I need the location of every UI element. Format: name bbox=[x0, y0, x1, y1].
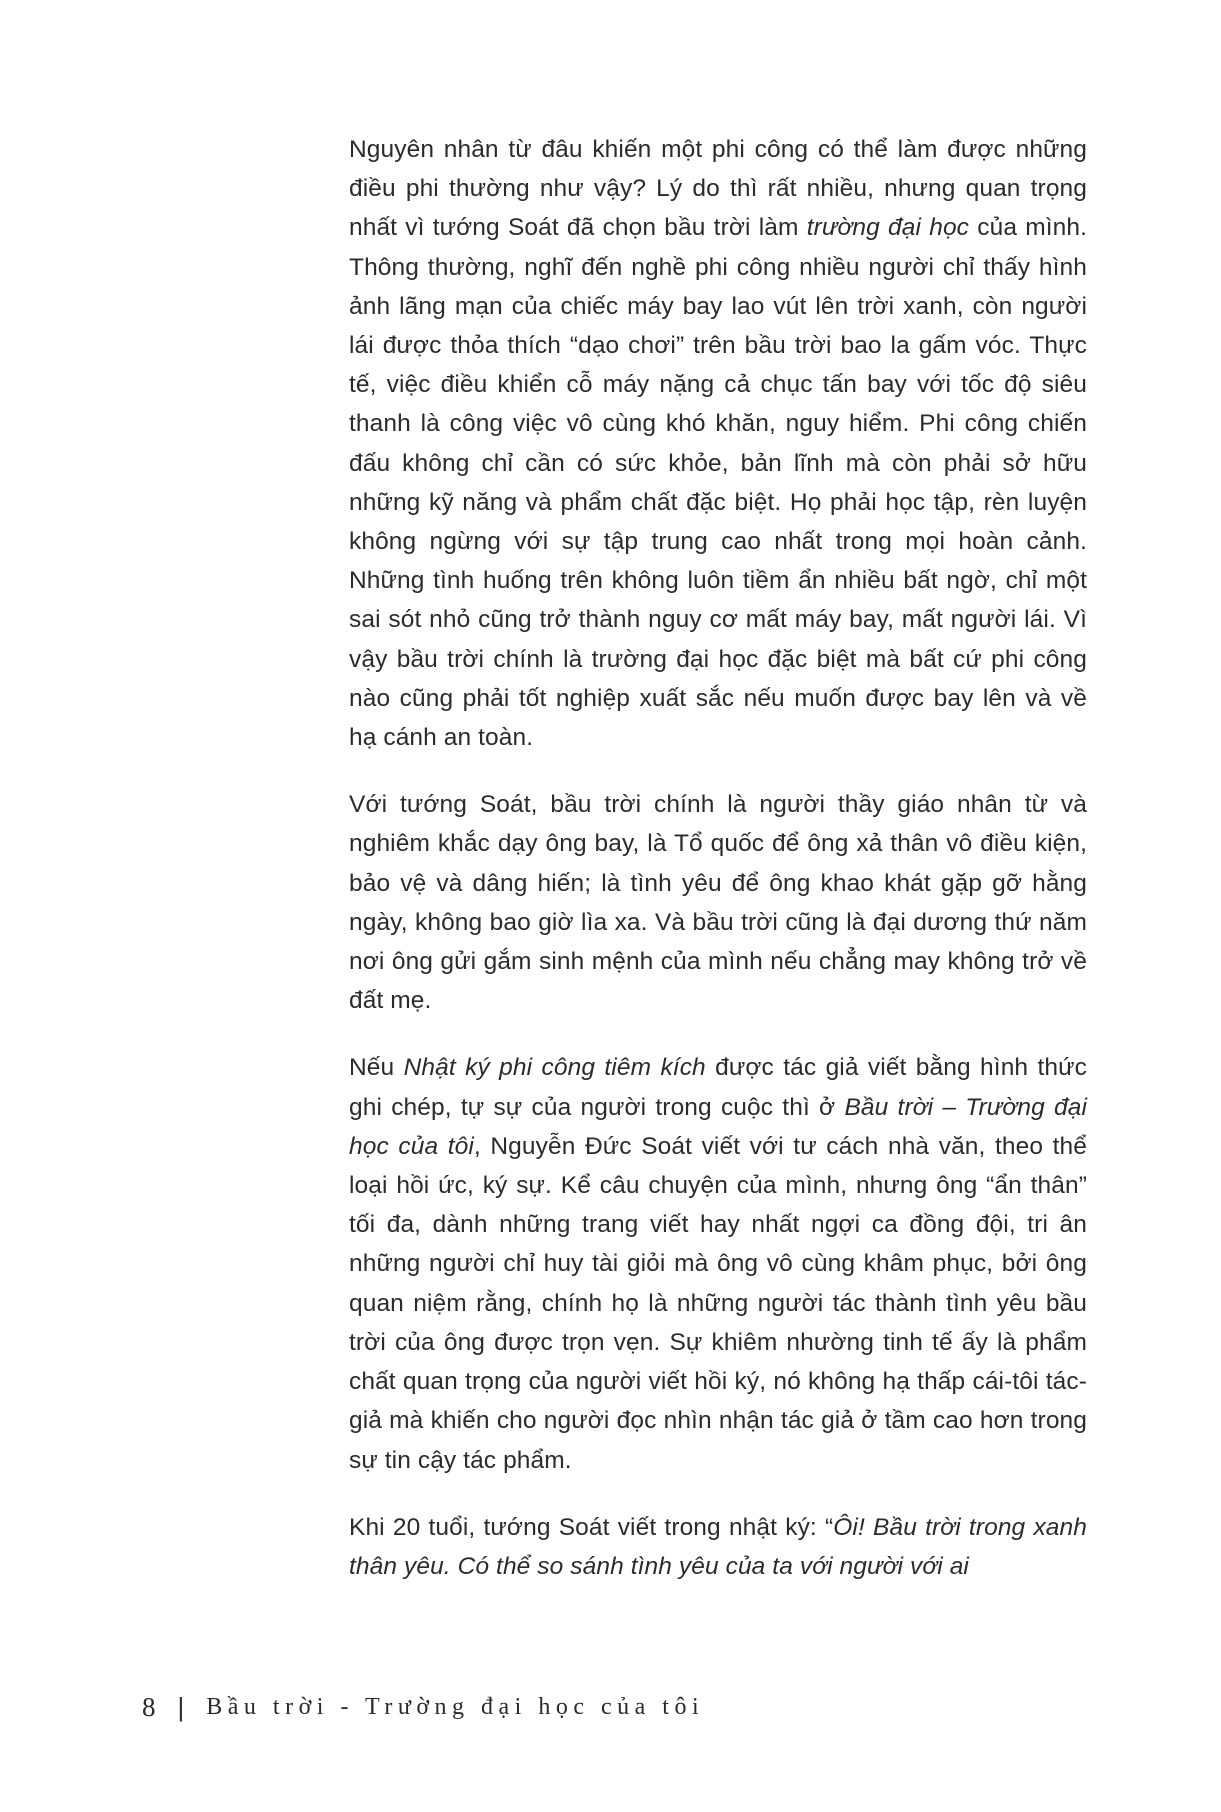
text-run: được tác giả viết bằng hình thức ghi chép, tự sự của người trong cuộc thì ở bbox=[349, 1054, 1087, 1121]
italic-text-run: trường đại học bbox=[806, 214, 970, 242]
italic-book-title: Nhật ký phi công tiêm kích bbox=[403, 1054, 706, 1082]
page-number: 8 bbox=[142, 1691, 156, 1722]
text-run: , Nguyễn Đức Soát viết với tư cách nhà văn, theo thể loại hồi ức, ký sự. Kể câu chuyện của mình, nhưng ông “ẩn thân” tối đa, dành những trang viết hay nhất ngợi ca đồng đội, tri ân những người chỉ huy tài giỏi mà ông vô cùng khâm phục, bởi ông quan niệm rằng, chính họ là những người tác thành tình yêu bầu trời của ông được trọn vẹn. Sự khiêm nhường tinh tế ấy là phẩm chất quan trọng của người viết hồi ký, nó không hạ thấp cái-tôi tác-giả mà khiến cho người đọc nhìn nhận tác giả ở tầm cao hơn trong sự tin cậy tác phẩm. bbox=[349, 1132, 1087, 1474]
text-run: Nguyên nhân từ đâu khiến một phi công có thể làm được những điều phi thường như vậy? Lý do thì rất nhiều, nhưng quan trọng nhất vì tướng Soát đã chọn bầu trời làm bbox=[349, 136, 1087, 242]
paragraph bbox=[349, 785, 1087, 1020]
text-run: Với tướng Soát, bầu trời chính là người thầy giáo nhân từ và nghiêm khắc dạy ông bay, là Tổ quốc để ông xả thân vô điều kiện, bảo vệ và dâng hiến; là tình yêu để ông khao khát gặp gỡ hằng ngày, không bao giờ lìa xa. Và bầu trời cũng là đại dương thứ năm nơi ông gửi gắm sinh mệnh của mình nếu chẳng may không trở về đất mẹ. bbox=[349, 791, 1087, 1015]
page-footer bbox=[142, 1687, 704, 1727]
paragraph bbox=[349, 1508, 1087, 1586]
text-run: Khi 20 tuổi, tướng Soát viết trong nhật ký: “ bbox=[349, 1513, 834, 1541]
paragraph bbox=[349, 1048, 1087, 1479]
body-text bbox=[349, 130, 1087, 1614]
text-run: của mình. Thông thường, nghĩ đến nghề phi công nhiều người chỉ thấy hình ảnh lãng mạn của chiếc máy bay lao vút lên trời xanh, còn người lái được thỏa thích “dạo chơi” trên bầu trời bao la gấm vóc. Thực tế, việc điều khiển cỗ máy nặng cả chục tấn bay với tốc độ siêu thanh là công việc vô cùng khó khăn, nguy hiểm. Phi công chiến đấu không chỉ cần có sức khỏe, bản lĩnh mà còn phải sở hữu những kỹ năng và phẩm chất đặc biệt. Họ phải học tập, rèn luyện không ngừng với sự tập trung cao nhất trong mọi hoàn cảnh. Những tình huống trên không luôn tiềm ẩn nhiều bất ngờ, chỉ một sai sót nhỏ cũng trở thành nguy cơ mất máy bay, mất người lái. Vì vậy bầu trời chính là trường đại học đặc biệt mà bất cứ phi công nào cũng phải tốt nghiệp xuất sắc nếu muốn được bay lên và về hạ cánh an toàn. bbox=[349, 214, 1088, 752]
running-title: Bầu trời - Trường đại học của tôi bbox=[206, 1693, 705, 1720]
paragraph bbox=[349, 130, 1087, 757]
italic-quote: Ôi! Bầu trời trong xanh thân yêu. Có thể so sánh tình yêu của ta với người với ai bbox=[349, 1513, 1087, 1580]
text-run: Nếu bbox=[349, 1054, 404, 1082]
footer-divider: | bbox=[177, 1691, 185, 1722]
italic-book-title: Bầu trời – Trường đại học của tôi bbox=[349, 1093, 1087, 1160]
